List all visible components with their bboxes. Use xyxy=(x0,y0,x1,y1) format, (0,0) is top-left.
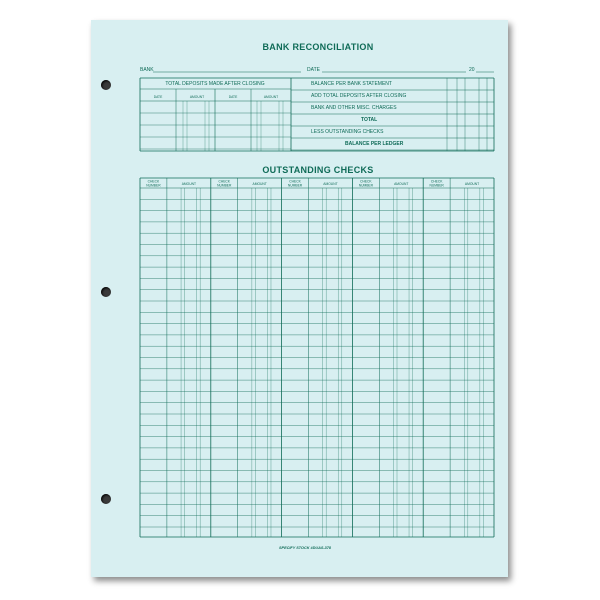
check-number-header: NUMBER xyxy=(217,183,232,188)
bank-label: BANK xyxy=(140,67,154,73)
check-number-header: CHECK xyxy=(147,179,160,184)
check-number-header: CHECK xyxy=(360,179,372,184)
date-label: DATE xyxy=(307,67,320,73)
binder-hole-bottom xyxy=(101,494,111,504)
outstanding-column-headers xyxy=(146,180,479,188)
footer-stock-number: SPECIFY STOCK #DUAS-378 xyxy=(279,546,331,550)
amount-header: AMOUNT xyxy=(464,182,480,186)
check-number-header: NUMBER xyxy=(287,183,303,188)
summary-less-checks: LESS OUTSTANDING CHECKS xyxy=(311,129,384,135)
outstanding-title: OUTSTANDING CHECKS xyxy=(262,165,374,175)
amount-header: AMOUNT xyxy=(394,182,409,186)
amount-header: AMOUNT xyxy=(323,182,338,186)
deposits-header: TOTAL DEPOSITS MADE AFTER CLOSING xyxy=(165,81,265,87)
form-grid xyxy=(91,20,508,577)
deposits-col-date-1: DATE xyxy=(153,95,163,99)
amount-header: AMOUNT xyxy=(252,182,267,186)
form-title: BANK RECONCILIATION xyxy=(262,42,374,52)
check-number-header: NUMBER xyxy=(358,183,374,188)
deposits-col-amount-2: AMOUNT xyxy=(263,95,279,99)
ruled-grid xyxy=(140,78,494,537)
summary-balance-ledger: BALANCE PER LEDGER xyxy=(345,141,404,147)
binder-hole-middle xyxy=(101,287,111,297)
check-number-header: NUMBER xyxy=(146,183,161,188)
year-prefix: 20 xyxy=(469,67,475,73)
deposits-col-amount-1: AMOUNT xyxy=(189,95,205,99)
check-number-header: CHECK xyxy=(430,179,443,184)
summary-misc-charges: BANK AND OTHER MISC. CHARGES xyxy=(311,105,397,111)
deposits-col-date-2: DATE xyxy=(228,95,238,99)
summary-balance-bank: BALANCE PER BANK STATEMENT xyxy=(311,81,392,87)
reconciliation-sheet xyxy=(91,20,508,577)
check-number-header: NUMBER xyxy=(429,183,444,188)
check-number-header: CHECK xyxy=(289,179,301,184)
check-number-header: CHECK xyxy=(218,179,231,184)
summary-add-deposits: ADD TOTAL DEPOSITS AFTER CLOSING xyxy=(311,93,407,99)
summary-total: TOTAL xyxy=(361,117,378,123)
binder-hole-top xyxy=(101,80,111,90)
amount-header: AMOUNT xyxy=(181,182,197,186)
